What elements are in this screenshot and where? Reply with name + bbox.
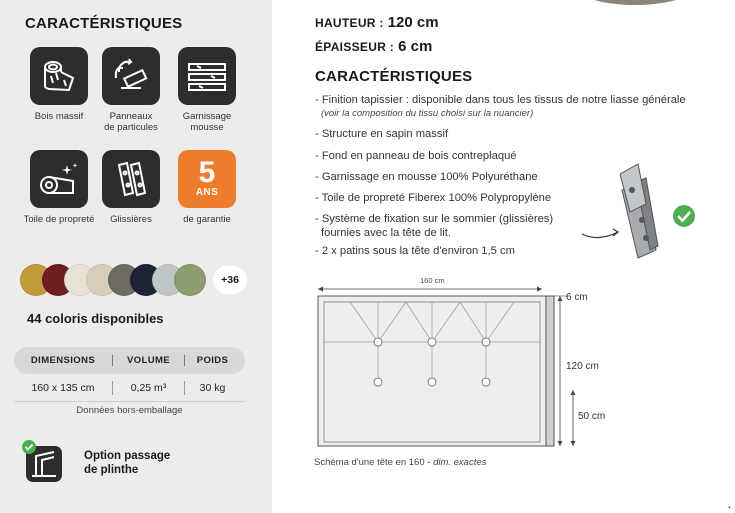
caption-main: Schéma d'une tête en 160 - xyxy=(314,457,434,468)
height-label: 120 cm xyxy=(566,361,599,372)
foam-layers-icon xyxy=(178,47,236,105)
value-volume: 0,25 m³ xyxy=(112,381,184,395)
schema-caption xyxy=(314,457,486,468)
bullet-finition-note: (voir la composition du tissu choisi sur la nuancier) xyxy=(321,108,534,119)
swatch-8[interactable] xyxy=(174,264,206,296)
plinthe-line2: de plinthe xyxy=(84,464,139,476)
rails-icon xyxy=(102,150,160,208)
divider xyxy=(14,401,245,402)
epaisseur-value: 6 cm xyxy=(398,38,433,55)
header-dimensions: DIMENSIONS xyxy=(30,355,96,366)
fabric-roll-icon xyxy=(30,150,88,208)
feature-panneaux xyxy=(96,47,166,133)
header-volume: VOLUME xyxy=(112,355,184,366)
dimensions-header xyxy=(14,347,245,374)
value-poids: 30 kg xyxy=(184,381,240,395)
feature-toile xyxy=(24,150,94,225)
warranty-badge xyxy=(178,150,236,208)
feature-label: de garantie xyxy=(183,214,231,225)
feature-label: Garnissage mousse xyxy=(182,111,232,133)
hauteur-value: 120 cm xyxy=(387,14,439,31)
warranty-years: 5 xyxy=(198,156,216,189)
spec-epaisseur xyxy=(315,38,432,55)
bullet-garnissage: - Garnissage en mousse 100% Polyuréthane xyxy=(315,171,538,183)
feature-glissieres xyxy=(96,150,166,225)
warranty-unit: ANS xyxy=(195,187,219,198)
width-label: 160 cm xyxy=(420,276,445,285)
recycled-panel-icon xyxy=(102,47,160,105)
bullet-fixation: - Système de fixation sur le sommier (glissières) xyxy=(315,213,554,225)
colors-count: 44 coloris disponibles xyxy=(27,311,164,326)
feature-label: Bois massif xyxy=(34,111,84,122)
bracket-illustration xyxy=(580,150,720,265)
top-decorative-shape xyxy=(570,0,700,5)
thickness-label: 6 cm xyxy=(566,292,588,303)
bullet-toile: - Toile de propreté Fiberex 100% Polypropylène xyxy=(315,192,552,204)
bullet-finition: - Finition tapissier : disponible dans tous les tissus de notre liasse générale xyxy=(315,94,686,106)
left-title: CARACTÉRISTIQUES xyxy=(25,15,183,32)
value-dimensions: 160 x 135 cm xyxy=(31,382,95,394)
feature-label: Panneaux de particules xyxy=(104,111,158,133)
page-marker: . xyxy=(728,500,731,511)
header-poids: POIDS xyxy=(184,355,240,366)
feature-garantie xyxy=(172,150,242,225)
more-colors-badge[interactable]: +36 xyxy=(213,266,247,294)
spec-hauteur xyxy=(315,14,439,31)
headboard-schema xyxy=(310,272,630,472)
bullet-patins: - 2 x patins sous la tête d'environ 1,5 cm xyxy=(315,245,515,257)
leg-label: 50 cm xyxy=(578,411,606,422)
hauteur-label: HAUTEUR : xyxy=(315,16,384,30)
color-swatches xyxy=(20,264,220,296)
bullet-fond: - Fond en panneau de bois contreplaqué xyxy=(315,150,517,162)
dimensions-values xyxy=(14,376,245,400)
wood-log-icon xyxy=(30,47,88,105)
caption-italic: dim. exactes xyxy=(433,457,487,468)
plinthe-option-icon xyxy=(22,440,66,484)
feature-label: Glissières xyxy=(110,214,152,225)
bullet-fixation-cont: fournies avec la tête de lit. xyxy=(321,227,451,239)
feature-bois-massif xyxy=(24,47,94,122)
epaisseur-label: ÉPAISSEUR : xyxy=(315,40,395,54)
left-panel xyxy=(0,0,272,513)
feature-garnissage xyxy=(172,47,242,133)
feature-label: Toile de propreté xyxy=(23,214,95,225)
bullet-structure: - Structure en sapin massif xyxy=(315,128,449,140)
plinthe-option-label xyxy=(84,449,170,477)
right-title: CARACTÉRISTIQUES xyxy=(315,68,473,85)
dimensions-note: Données hors-emballage xyxy=(76,405,183,416)
plinthe-line1: Option passage xyxy=(84,450,171,462)
